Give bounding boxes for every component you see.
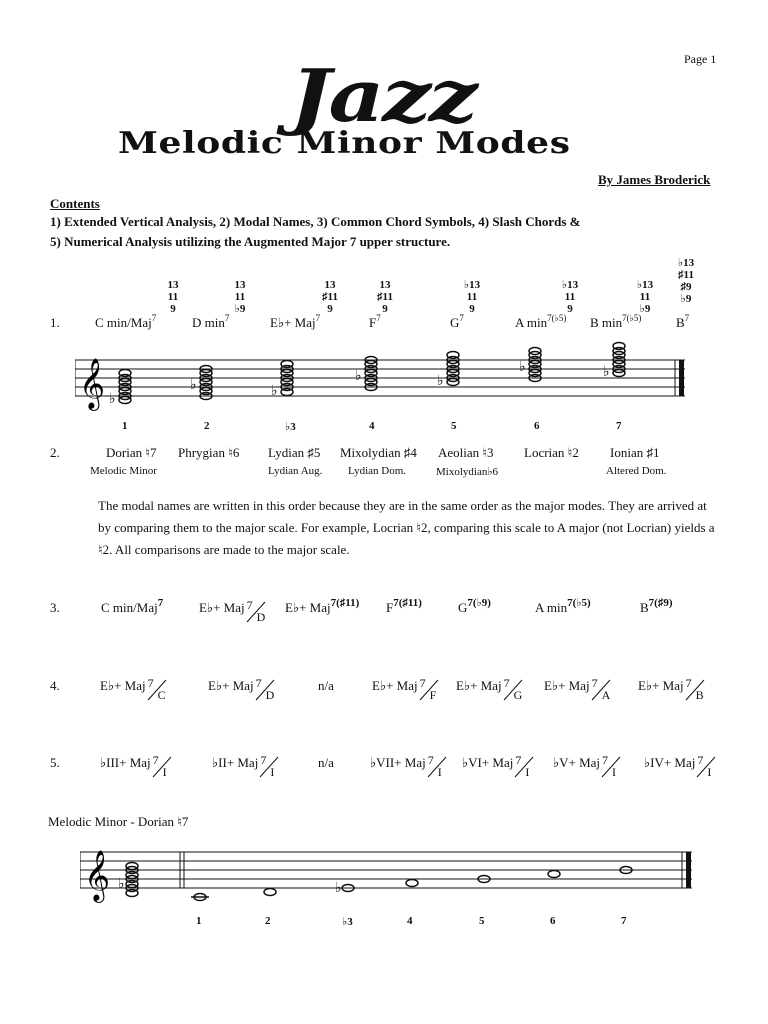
slash-fraction xyxy=(502,676,524,702)
slash-chord xyxy=(544,676,612,702)
chord-symbol xyxy=(386,597,422,616)
slash-fraction xyxy=(254,676,276,702)
slash-chord xyxy=(638,676,706,702)
numeral-chord xyxy=(370,753,448,779)
symbol-superscript: 7(♯11) xyxy=(393,597,422,609)
scale-degree: 6 xyxy=(550,915,556,927)
title-jazz: Jazz xyxy=(290,53,476,138)
chord-name: B xyxy=(676,315,685,330)
chord-symbol xyxy=(101,597,164,616)
chord-extension: 9 xyxy=(170,303,176,315)
symbol-main: F xyxy=(386,600,394,615)
slash-line xyxy=(418,678,440,702)
slash-fraction xyxy=(151,753,173,779)
section-2-number: 2. xyxy=(50,445,60,460)
symbol-superscript: 7 xyxy=(157,597,164,609)
slash-fraction xyxy=(600,753,622,779)
fraction-denominator: C xyxy=(157,688,166,702)
mode-alt-name: Lydian Aug. xyxy=(268,465,323,477)
slash-line xyxy=(695,755,717,779)
chord-extension: ♭13 xyxy=(636,279,654,291)
chord-superscript: 7 xyxy=(315,313,321,323)
contents-line-2: 5) Numerical Analysis utilizing the Augmented Major 7 upper structure. xyxy=(50,234,451,249)
scale-degree: 4 xyxy=(407,915,413,927)
explanation-paragraph: The modal names are written in this order because they are in the same order as the major modes. They are arrived at by comparing them to the major scale. For example, Locrian ♮2, comparing this scale to A major (not Locrian) yields a ♮2. All comparisons are made to the major scale. xyxy=(98,498,715,557)
numeral-chord xyxy=(212,753,280,779)
flat-accidental-icon: ♭ xyxy=(109,392,116,407)
mode-alt-name: Mixolydian♭6 xyxy=(436,466,499,478)
scale-degree: ♭3 xyxy=(342,916,353,928)
scale-degree: 5 xyxy=(451,420,457,432)
slash-chord xyxy=(100,676,168,702)
contents-heading: Contents xyxy=(50,196,100,211)
symbol-main: n/a xyxy=(318,755,334,770)
slash-line xyxy=(151,755,173,779)
whole-note xyxy=(119,370,131,377)
scale-degree: 1 xyxy=(122,420,128,432)
chord-extension-stack xyxy=(320,279,340,315)
scale-degree: 5 xyxy=(479,915,485,927)
chord-extension-stack xyxy=(375,279,395,315)
slash-fraction xyxy=(426,753,448,779)
fraction-numerator: 7 xyxy=(260,753,267,767)
chord-symbol xyxy=(199,598,267,624)
slash-fraction xyxy=(258,753,280,779)
page-title: Melodic Minor Modes xyxy=(118,126,571,161)
whole-note xyxy=(613,343,625,350)
fraction-numerator: 7 xyxy=(255,676,262,690)
symbol-superscript: 7(♯9) xyxy=(648,597,673,609)
chord-superscript: 7 xyxy=(459,313,464,323)
chord-extension: 13 xyxy=(167,279,179,291)
scale-degree: 1 xyxy=(196,915,202,927)
fraction-numerator: 7 xyxy=(697,753,704,767)
slash-fraction xyxy=(684,676,706,702)
fraction-denominator: B xyxy=(695,688,704,702)
whole-note xyxy=(406,880,418,887)
chord-name: D min xyxy=(192,315,225,330)
chord-superscript: 7 xyxy=(224,313,230,323)
fraction-numerator: 7 xyxy=(591,676,598,690)
chord-symbol xyxy=(640,597,673,616)
author-byline: By James Broderick xyxy=(598,172,711,187)
chord-extension: 11 xyxy=(167,291,179,303)
slash-fraction xyxy=(513,753,535,779)
slash-line xyxy=(426,755,448,779)
symbol-main: G xyxy=(458,600,468,615)
fraction-denominator: I xyxy=(707,765,712,779)
chord-extension: 11 xyxy=(639,291,651,303)
whole-note xyxy=(447,352,459,359)
fraction-denominator: D xyxy=(256,610,266,624)
chord-extension-stack xyxy=(462,279,482,315)
slash-fraction xyxy=(590,676,612,702)
chord-extension: ♭9 xyxy=(639,303,651,315)
chord-name: F xyxy=(369,315,377,330)
chord-extension: ♭13 xyxy=(463,279,481,291)
symbol-main: ♭II+ Maj xyxy=(212,755,259,770)
fraction-numerator: 7 xyxy=(602,753,609,767)
chord-extension-stack xyxy=(163,279,183,315)
slash-fraction xyxy=(146,676,168,702)
chord-superscript: 7 xyxy=(151,313,157,323)
symbol-main: E♭+ Maj xyxy=(208,678,254,693)
chord-extension: ♯11 xyxy=(322,291,338,303)
mode-name: Phrygian ♮6 xyxy=(178,445,240,460)
section-3-number: 3. xyxy=(50,600,60,615)
mode-name: Lydian ♯5 xyxy=(268,445,321,460)
flat-accidental-icon: ♭ xyxy=(437,374,444,389)
fraction-numerator: 7 xyxy=(427,753,434,767)
symbol-main: ♭VI+ Maj xyxy=(462,755,514,770)
flat-accidental-icon: ♭ xyxy=(271,384,278,399)
fraction-numerator: 7 xyxy=(246,598,253,612)
slash-fraction xyxy=(695,753,717,779)
symbol-main: E♭+ Maj xyxy=(456,678,502,693)
chord-extension: 9 xyxy=(327,303,333,315)
symbol-main: C min/Maj xyxy=(101,600,158,615)
fraction-denominator: I xyxy=(270,765,275,779)
fraction-denominator: I xyxy=(162,765,167,779)
chord-name: C min/Maj xyxy=(95,315,152,330)
numeral-chord xyxy=(553,753,622,779)
chord-label xyxy=(369,315,381,331)
slash-line xyxy=(600,755,622,779)
chord-extension: ♯11 xyxy=(377,291,393,303)
fraction-denominator: A xyxy=(601,688,611,702)
slash-chord xyxy=(456,676,524,702)
flat-accidental-icon: ♭ xyxy=(355,369,362,384)
chord-label xyxy=(95,315,156,331)
fraction-denominator: D xyxy=(265,688,275,702)
whole-note xyxy=(281,361,293,368)
chord-extension: ♯11 xyxy=(678,269,694,281)
symbol-main: E♭+ Maj xyxy=(199,600,245,615)
mode-name: Ionian ♯1 xyxy=(610,445,660,460)
symbol-main: E♭+ Maj xyxy=(372,678,418,693)
symbol-main: ♭III+ Maj xyxy=(100,755,151,770)
symbol-superscript: 7(♭9) xyxy=(467,597,491,609)
scale-degree: 2 xyxy=(204,420,210,432)
scale-degree: 2 xyxy=(265,915,271,927)
chord-extension: ♭9 xyxy=(680,293,692,305)
symbol-main: E♭+ Maj xyxy=(100,678,146,693)
chord-name: B min xyxy=(590,315,623,330)
mode-name: Aeolian ♮3 xyxy=(438,445,494,460)
symbol-main: ♭IV+ Maj xyxy=(644,755,696,770)
fraction-denominator: F xyxy=(429,688,437,702)
chord-label xyxy=(450,315,464,331)
chord-name: A min xyxy=(515,315,548,330)
scale-degree: 7 xyxy=(616,420,622,432)
scale-staff xyxy=(80,840,700,910)
chord-extension: 9 xyxy=(567,303,573,315)
chord-extension: 9 xyxy=(382,303,388,315)
mode-name: Locrian ♮2 xyxy=(524,445,579,460)
scale-degree: 6 xyxy=(534,420,540,432)
chord-label xyxy=(270,315,320,331)
mode-alt-name: Lydian Dom. xyxy=(348,465,407,477)
slash-chord xyxy=(208,676,276,702)
chord-label xyxy=(676,315,689,331)
flat-accidental-icon: ♭ xyxy=(603,365,610,380)
chord-name: E♭+ Maj xyxy=(270,315,316,330)
scale-degree: 4 xyxy=(369,420,375,432)
scale-degree: 7 xyxy=(621,915,627,927)
chord-extension-stack xyxy=(560,279,580,315)
chord-extension: 13 xyxy=(234,279,246,291)
slash-line xyxy=(513,755,535,779)
chord-label xyxy=(515,315,566,331)
chord-superscript: 7(♭5) xyxy=(622,313,642,323)
chord-extension-stack xyxy=(635,279,655,315)
chord-extension: 13 xyxy=(379,279,391,291)
contents-line-1: 1) Extended Vertical Analysis, 2) Modal Names, 3) Common Chord Symbols, 4) Slash Chords & xyxy=(50,214,581,229)
fraction-denominator: I xyxy=(612,765,617,779)
page-number: Page 1 xyxy=(684,52,717,66)
chord-extension-stack xyxy=(230,279,250,315)
fraction-numerator: 7 xyxy=(685,676,692,690)
numeral-chord xyxy=(100,753,173,779)
symbol-main: ♭VII+ Maj xyxy=(370,755,426,770)
section-4-number: 4. xyxy=(50,678,60,693)
chord-extension: 11 xyxy=(234,291,246,303)
fraction-denominator: I xyxy=(437,765,442,779)
slash-line xyxy=(258,755,280,779)
symbol-main: A min xyxy=(535,600,568,615)
chord-symbol xyxy=(535,597,591,616)
whole-note xyxy=(548,871,560,878)
chord-symbol xyxy=(458,597,491,616)
symbol-main: E♭+ Maj xyxy=(285,600,331,615)
mode-name: Mixolydian ♯4 xyxy=(340,445,417,460)
chord-extension: 11 xyxy=(466,291,478,303)
fraction-numerator: 7 xyxy=(503,676,510,690)
symbol-main: ♭V+ Maj xyxy=(553,755,601,770)
slash-fraction xyxy=(418,676,440,702)
mode-name: Dorian ♮7 xyxy=(106,445,157,460)
slash-chord xyxy=(318,678,334,694)
section-5-number: 5. xyxy=(50,755,60,770)
symbol-main: E♭+ Maj xyxy=(638,678,684,693)
treble-clef-icon: 𝄞 xyxy=(79,358,106,409)
chord-superscript: 7(♭5) xyxy=(547,313,567,323)
scale-heading: Melodic Minor - Dorian ♮7 xyxy=(48,814,189,829)
chord-label xyxy=(590,315,641,331)
flat-accidental-icon: ♭ xyxy=(118,877,125,892)
chord-extension: ♯9 xyxy=(680,281,692,293)
chord-symbol xyxy=(285,597,360,616)
scale-degree: ♭3 xyxy=(285,421,296,433)
flat-accidental-icon: ♭ xyxy=(190,378,197,393)
fraction-numerator: 7 xyxy=(152,753,159,767)
slash-fraction xyxy=(245,598,267,624)
numeral-chord xyxy=(644,753,717,779)
slash-chord xyxy=(372,676,440,702)
symbol-main: B xyxy=(640,600,649,615)
symbol-main: E♭+ Maj xyxy=(544,678,590,693)
chord-superscript: 7 xyxy=(376,313,381,323)
section-1-number: 1. xyxy=(50,315,60,330)
flat-accidental-icon: ♭ xyxy=(519,360,526,375)
mode-alt-name: Melodic Minor xyxy=(90,465,157,477)
chord-label xyxy=(192,315,229,331)
numeral-chord xyxy=(318,755,334,771)
fraction-denominator: G xyxy=(513,688,523,702)
symbol-superscript: 7(♯11) xyxy=(330,597,360,609)
chord-extension: 11 xyxy=(564,291,576,303)
treble-clef-icon: 𝄞 xyxy=(84,850,111,901)
mode-alt-name: Altered Dom. xyxy=(606,465,667,477)
numeral-chord xyxy=(462,753,535,779)
whole-note xyxy=(264,889,276,896)
chord-extension: ♭9 xyxy=(234,303,246,315)
fraction-numerator: 7 xyxy=(515,753,522,767)
chord-superscript: 7 xyxy=(684,313,690,323)
flat-accidental-icon: ♭ xyxy=(335,881,342,896)
fraction-numerator: 7 xyxy=(419,676,426,690)
fraction-numerator: 7 xyxy=(147,676,154,690)
chord-extension-stack xyxy=(676,257,696,305)
chord-extension: ♭13 xyxy=(677,257,695,269)
chord-name: G xyxy=(450,315,460,330)
fraction-denominator: I xyxy=(525,765,530,779)
symbol-superscript: 7(♭5) xyxy=(567,597,591,609)
symbol-main: n/a xyxy=(318,678,334,693)
chord-extension: 9 xyxy=(469,303,475,315)
section-1-staff xyxy=(75,340,695,420)
chord-extension: ♭13 xyxy=(561,279,579,291)
chord-extension: 13 xyxy=(324,279,336,291)
